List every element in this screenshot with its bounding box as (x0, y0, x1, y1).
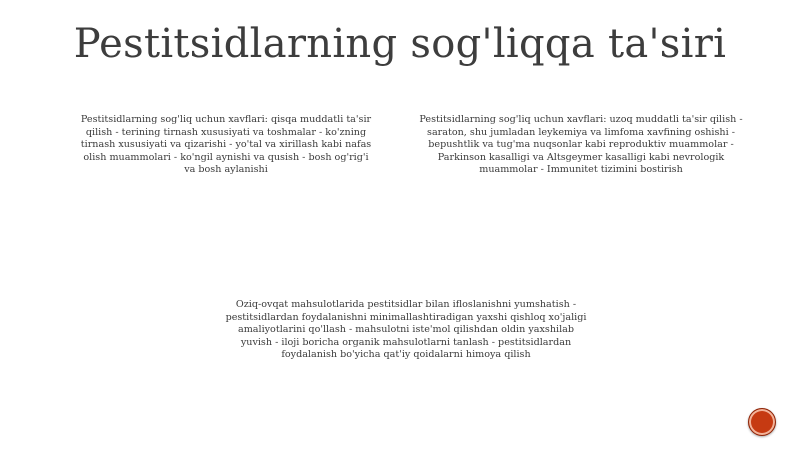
short-term-effects-text: Pestitsidlarning sog'liq uchun xavflari: qisqa muddatli ta'sir qilish - terining tirnash xususiyati va toshmalar - ko'zning tirnash xususiyati va qizarishi - yo'tal va xirillash kabi nafas olish muammolari - ko'ngil aynishi va qusish - bosh og'rig'i va bosh aylanishi (80, 114, 372, 176)
long-term-effects-text: Pestitsidlarning sog'liq uchun xavflari: uzoq muddatli ta'sir qilish - saraton, shu jumladan leykemiya va limfoma xavfining oshishi - bepushtlik va tug'ma nuqsonlar kabi reproduktiv muammolar - Parkinson kasalligi va Altsgeymer kasalligi kabi nevrologik muammolar - Immunitet tizimini bostirish (419, 114, 743, 176)
mitigation-text: Oziq-ovqat mahsulotlarida pestitsidlar bilan ifloslanishni yumshatish - pestitsidlardan foydalanishni minimallashtiradigan yaxshi qishloq xo'jaligi amaliyotlarini qo'llash - mahsulotni iste'mol qilishdan oldin yaxshilab yuvish - iloji boricha organik mahsulotlarni tanlash - pestitsidlardan foydalanish bo'yicha qat'iy qoidalarni himoya qilish (225, 299, 587, 361)
slide-title: Pestitsidlarning sog'liqqa ta'siri (73, 21, 727, 67)
next-slide-button[interactable] (748, 408, 776, 436)
